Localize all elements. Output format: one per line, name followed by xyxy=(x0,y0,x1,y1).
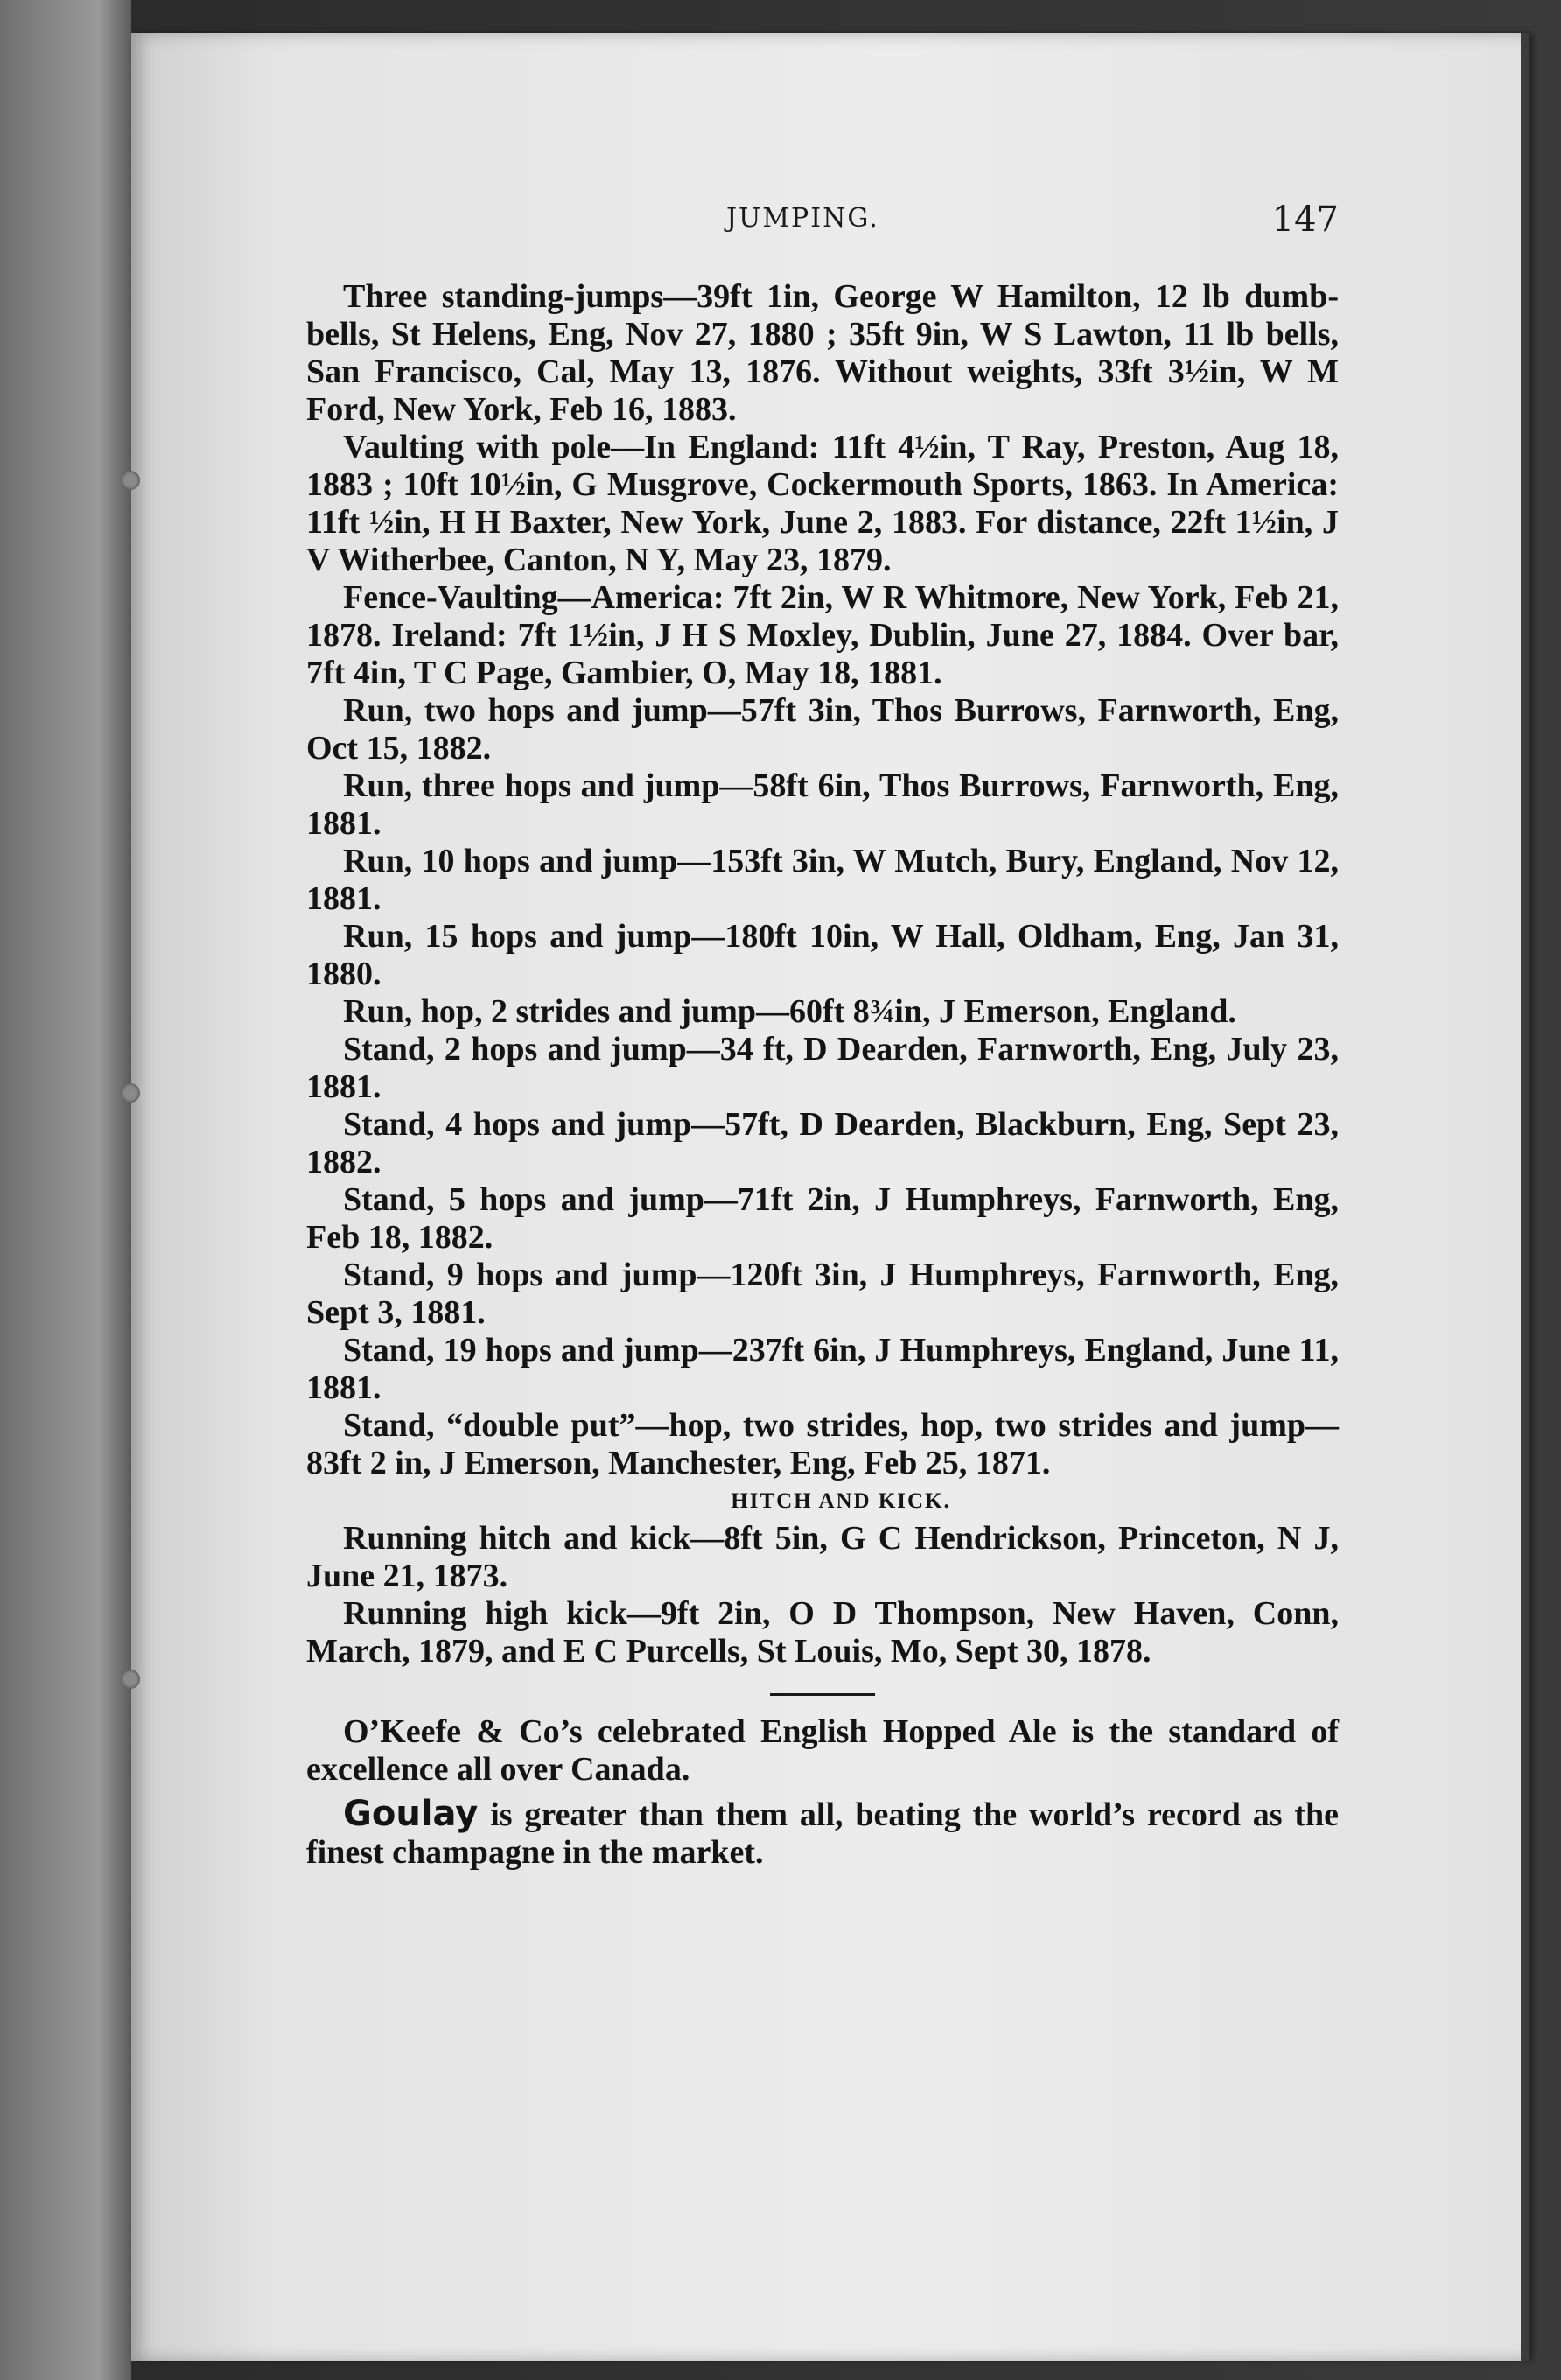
ad-brand-name: Goulay xyxy=(343,1794,479,1834)
record-paragraph: Stand, 4 hops and jump—57ft, D Dearden, Blackburn, Eng, Sept 23, 1882. xyxy=(306,1106,1339,1180)
page-header xyxy=(306,200,1339,243)
record-paragraph: Stand, 5 hops and jump—71ft 2in, J Humphreys, Farnworth, Eng, Feb 18, 1882. xyxy=(306,1181,1339,1256)
record-paragraph: Stand, 19 hops and jump—237ft 6in, J Humphreys, England, June 11, 1881. xyxy=(306,1332,1339,1406)
record-paragraph: Three standing-jumps—39ft 1in, George W Hamilton, 12 lb dumb-bells, St Helens, Eng, Nov 27, 1880 ; 35ft 9in, W S Lawton, 11 lb bells, San Francisco, Cal, May 13, 1876. Without weights, 33ft 3½in, W M Ford, New York, Feb 16, 1883. xyxy=(306,278,1339,428)
record-paragraph: Fence-Vaulting—America: 7ft 2in, W R Whitmore, New York, Feb 21, 1878. Ireland: 7ft 1½in, J H S Moxley, Dublin, June 27, 1884. Over bar, 7ft 4in, T C Page, Gambier, O, May 18, 1881. xyxy=(306,579,1339,691)
advertisement xyxy=(306,1713,1339,1872)
record-paragraph: Run, 15 hops and jump—180ft 10in, W Hall, Oldham, Eng, Jan 31, 1880. xyxy=(306,918,1339,992)
page-right-edge xyxy=(1521,33,1530,2361)
ad-ale: O’Keefe & Co’s celebrated English Hopped Ale is the standard of excellence all over Canada. xyxy=(306,1713,1339,1788)
ad-champagne xyxy=(306,1796,1339,1872)
record-paragraph: Stand, 2 hops and jump—34 ft, D Dearden, Farnworth, Eng, July 23, 1881. xyxy=(306,1031,1339,1105)
record-paragraph: Running hitch and kick—8ft 5in, G C Hendrickson, Princeton, N J, June 21, 1873. xyxy=(306,1520,1339,1594)
record-paragraph: Vaulting with pole—In England: 11ft 4½in, T Ray, Preston, Aug 18, 1883 ; 10ft 10½in, G Musgrove, Cockermouth Sports, 1863. In America: 11ft ½in, H H Baxter, New York, June 2, 1883. For distance, 22ft 1½in, J V Witherbee, Canton, N Y, May 23, 1879. xyxy=(306,429,1339,578)
facing-page-edge xyxy=(0,0,131,2380)
record-paragraph: Run, 10 hops and jump—153ft 3in, W Mutch, Bury, England, Nov 12, 1881. xyxy=(306,843,1339,917)
page-number: 147 xyxy=(1271,200,1339,240)
section-heading: HITCH AND KICK. xyxy=(731,1489,951,1513)
divider-rule xyxy=(770,1693,875,1696)
binding-hole xyxy=(121,1083,140,1102)
record-paragraph: Stand, 9 hops and jump—120ft 3in, J Humphreys, Farnworth, Eng, Sept 3, 1881. xyxy=(306,1256,1339,1331)
record-paragraph: Running high kick—9ft 2in, O D Thompson, New Haven, Conn, March, 1879, and E C Purcells, St Louis, Mo, Sept 30, 1878. xyxy=(306,1595,1339,1670)
record-paragraph: Run, three hops and jump—58ft 6in, Thos Burrows, Farnworth, Eng, 1881. xyxy=(306,767,1339,842)
binding-hole xyxy=(121,1670,140,1689)
ad-champagne-text: is greater than them all, beating the world’s record as the finest champagne in the market. xyxy=(306,1796,1339,1871)
record-paragraph: Run, hop, 2 strides and jump—60ft 8¾in, J Emerson, England. xyxy=(343,993,1236,1030)
record-paragraph: Run, two hops and jump—57ft 3in, Thos Burrows, Farnworth, Eng, Oct 15, 1882. xyxy=(306,692,1339,766)
binding-hole xyxy=(121,471,140,490)
page-body xyxy=(306,278,1339,1879)
running-head: JUMPING. xyxy=(726,203,879,234)
record-paragraph: Stand, “double put”—hop, two strides, hop, two strides and jump—83ft 2 in, J Emerson, Manchester, Eng, Feb 25, 1871. xyxy=(306,1407,1339,1481)
